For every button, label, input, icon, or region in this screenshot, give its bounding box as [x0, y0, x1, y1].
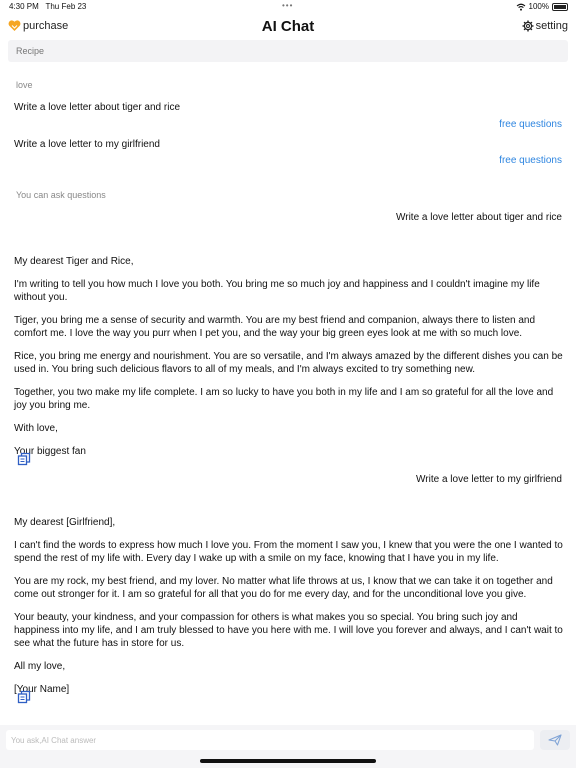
- navigation-bar: [0, 14, 576, 40]
- answer-paragraph: Your biggest fan: [14, 446, 86, 457]
- home-indicator: [200, 759, 376, 763]
- answer-paragraph: My dearest [Girlfriend],: [14, 517, 116, 528]
- answer-paragraph: Tiger, you bring me a sense of security and warmth. You are my best friend and companion, always there to listen and comfort me. I love the way you purr when I pet you, and the way your big green eyes look at me with so much love.: [14, 315, 536, 339]
- status-bar: [0, 0, 576, 14]
- purchase-label: purchase: [23, 20, 69, 32]
- status-time: 4:30 PM Thu Feb 23: [9, 2, 87, 11]
- answer-paragraph: My dearest Tiger and Rice,: [14, 256, 134, 267]
- recipe-bar[interactable]: [8, 40, 568, 62]
- setting-label: setting: [535, 20, 568, 32]
- section-label-ask: You can ask questions: [16, 190, 106, 200]
- multitask-dots[interactable]: •••: [282, 1, 294, 10]
- setting-button[interactable]: [522, 20, 568, 32]
- suggested-question[interactable]: Write a love letter about tiger and rice: [14, 102, 181, 113]
- user-message: Write a love letter about tiger and rice: [395, 212, 562, 223]
- send-icon: [548, 734, 562, 746]
- wifi-icon: [516, 3, 526, 11]
- copy-icon[interactable]: [17, 690, 31, 704]
- status-right: [516, 2, 568, 11]
- battery-percent: 100%: [528, 2, 549, 11]
- recipe-label: Recipe: [16, 46, 45, 56]
- free-questions-button[interactable]: free questions: [499, 119, 562, 130]
- message-input[interactable]: [6, 730, 534, 750]
- answer-paragraph: With love,: [14, 423, 58, 434]
- answer-paragraph: Rice, you bring me energy and nourishment. You are so versatile, and I'm always amazed by the different dishes you can be used in. You bring such delicious flavors to all of my meals, and I'm always excited to try something new.: [14, 351, 563, 375]
- user-message: Write a love letter to my girlfriend: [416, 474, 562, 485]
- send-button[interactable]: [540, 730, 570, 750]
- answer-paragraph: All my love,: [14, 661, 66, 672]
- free-questions-button[interactable]: free questions: [499, 155, 562, 166]
- gear-icon: [522, 20, 534, 32]
- ai-answer: [14, 255, 564, 468]
- answer-paragraph: You are my rock, my best friend, and my lover. No matter what life throws at us, I know that we can take it on together and come out stronger for it. I am so grateful for all that you do for me every day, and for the unconditional love you give.: [14, 576, 553, 600]
- answer-paragraph: Together, you two make my life complete. I am so lucky to have you both in my life and I am so grateful for all the love and joy you bring me.: [14, 387, 554, 411]
- suggested-question[interactable]: Write a love letter to my girlfriend: [14, 139, 160, 150]
- ai-answer: [14, 516, 564, 706]
- page-title: AI Chat: [261, 18, 315, 35]
- copy-icon[interactable]: [17, 452, 31, 466]
- section-label-love: love: [16, 80, 33, 90]
- battery-icon: [552, 3, 568, 11]
- answer-paragraph: [Your Name]: [14, 684, 70, 695]
- answer-paragraph: I'm writing to tell you how much I love you both. You bring me so much joy and happiness and I couldn't imagine my life without you.: [14, 279, 540, 303]
- answer-paragraph: Your beauty, your kindness, and your compassion for others is what makes you so special. You bring such joy and happiness into my life, and I am truly blessed to have you here with me. I will love you forever and always, and I can't wait to see what the future has in store for us.: [14, 612, 563, 649]
- answer-paragraph: I can't find the words to express how much I love you. From the moment I saw you, I knew that you were the one I wanted to spend the rest of my life with. Every day I wake up with a smile on my face, knowing that I have you in my life.: [14, 540, 563, 564]
